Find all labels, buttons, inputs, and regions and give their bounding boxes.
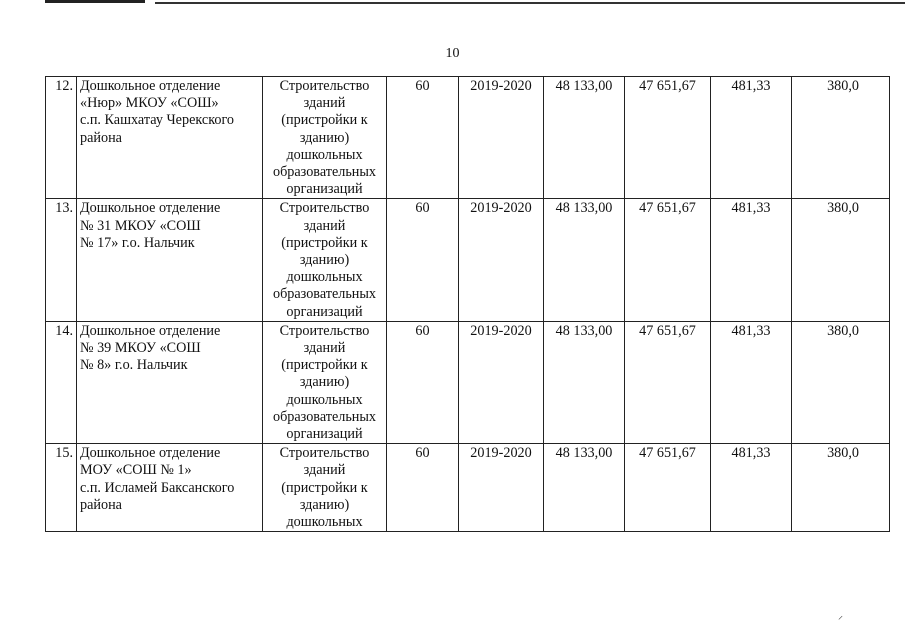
local-funds: 380,0 <box>792 77 890 199</box>
work-type-line: зданий <box>303 340 346 357</box>
institution-name-line: «Нюр» МКОУ «СОШ» <box>80 95 219 112</box>
work-type-line: дошкольных <box>286 146 363 163</box>
table-row <box>46 321 890 443</box>
institution-name-line: района <box>80 129 122 146</box>
work-type-line: зданию) <box>299 129 350 146</box>
work-type-line: (пристройки к <box>281 357 368 374</box>
regional-funds: 481,33 <box>711 444 792 532</box>
institution-name-line: Дошкольное отделение <box>80 445 221 462</box>
row-number: 13. <box>46 199 77 321</box>
work-type-line: образовательных <box>272 286 377 303</box>
total-cost: 48 133,00 <box>544 77 625 199</box>
institution-name-line: № 17» г.о. Нальчик <box>80 234 195 251</box>
period: 2019-2020 <box>459 321 544 443</box>
table-row <box>46 444 890 532</box>
institution-name-line: МОУ «СОШ № 1» <box>80 462 192 479</box>
local-funds: 380,0 <box>792 321 890 443</box>
institution-name-line: Дошкольное отделение <box>80 78 221 94</box>
work-type-line: (пристройки к <box>281 479 368 496</box>
work-type <box>263 199 387 321</box>
regional-funds: 481,33 <box>711 77 792 199</box>
federal-funds: 47 651,67 <box>625 199 711 321</box>
federal-funds: 47 651,67 <box>625 321 711 443</box>
capacity: 60 <box>387 77 459 199</box>
work-type <box>263 321 387 443</box>
scan-top-rule <box>45 0 145 3</box>
work-type-line: дошкольных <box>286 391 363 408</box>
institution-name-line: района <box>80 496 122 513</box>
work-type-line: Строительство <box>279 78 370 94</box>
work-type <box>263 77 387 199</box>
row-number: 15. <box>46 444 77 532</box>
work-type-line: образовательных <box>272 408 377 425</box>
institution-name-line: Дошкольное отделение <box>80 322 221 339</box>
period: 2019-2020 <box>459 199 544 321</box>
regional-funds: 481,33 <box>711 199 792 321</box>
institution-name-line: № 8» г.о. Нальчик <box>80 357 188 374</box>
total-cost: 48 133,00 <box>544 321 625 443</box>
institution-name-line: с.п. Исламей Баксанского <box>80 479 235 496</box>
work-type-line: зданию) <box>299 496 350 513</box>
work-type-line: зданию) <box>299 252 350 269</box>
total-cost: 48 133,00 <box>544 199 625 321</box>
work-type-line: зданий <box>303 462 346 479</box>
scan-top-rule <box>155 2 905 4</box>
local-funds: 380,0 <box>792 444 890 532</box>
work-type-line: организаций <box>286 181 363 198</box>
work-type-line: зданию) <box>299 374 350 391</box>
federal-funds: 47 651,67 <box>625 444 711 532</box>
capacity: 60 <box>387 444 459 532</box>
work-type <box>263 444 387 532</box>
local-funds: 380,0 <box>792 199 890 321</box>
period: 2019-2020 <box>459 444 544 532</box>
work-type-line: Строительство <box>279 200 370 217</box>
page-number: 10 <box>445 46 460 61</box>
period: 2019-2020 <box>459 77 544 199</box>
federal-funds: 47 651,67 <box>625 77 711 199</box>
objects-table <box>45 76 890 532</box>
work-type-line: организаций <box>286 426 363 443</box>
institution-name <box>77 321 263 443</box>
work-type-line: Строительство <box>279 322 370 339</box>
regional-funds: 481,33 <box>711 321 792 443</box>
work-type-line: зданий <box>303 217 346 234</box>
table-row <box>46 77 890 199</box>
row-number: 14. <box>46 321 77 443</box>
institution-name <box>77 77 263 199</box>
institution-name <box>77 444 263 532</box>
work-type-line: образовательных <box>272 164 377 181</box>
work-type-line: Строительство <box>279 445 370 462</box>
work-type-line: дошкольных <box>286 514 363 531</box>
institution-name <box>77 199 263 321</box>
capacity: 60 <box>387 321 459 443</box>
institution-name-line: с.п. Кашхатау Черекского <box>80 112 235 129</box>
work-type-line: (пристройки к <box>281 112 368 129</box>
table-row <box>46 199 890 321</box>
institution-name-line: № 39 МКОУ «СОШ <box>80 340 201 357</box>
institution-name-line: Дошкольное отделение <box>80 200 221 217</box>
work-type-line: организаций <box>286 303 363 320</box>
work-type-line: зданий <box>303 95 346 112</box>
capacity: 60 <box>387 199 459 321</box>
table-body <box>46 77 890 532</box>
institution-name-line: № 31 МКОУ «СОШ <box>80 217 201 234</box>
work-type-line: (пристройки к <box>281 234 368 251</box>
work-type-line: дошкольных <box>286 269 363 286</box>
total-cost: 48 133,00 <box>544 444 625 532</box>
row-number: 12. <box>46 77 77 199</box>
scan-artifact: ⸍ <box>838 615 843 626</box>
